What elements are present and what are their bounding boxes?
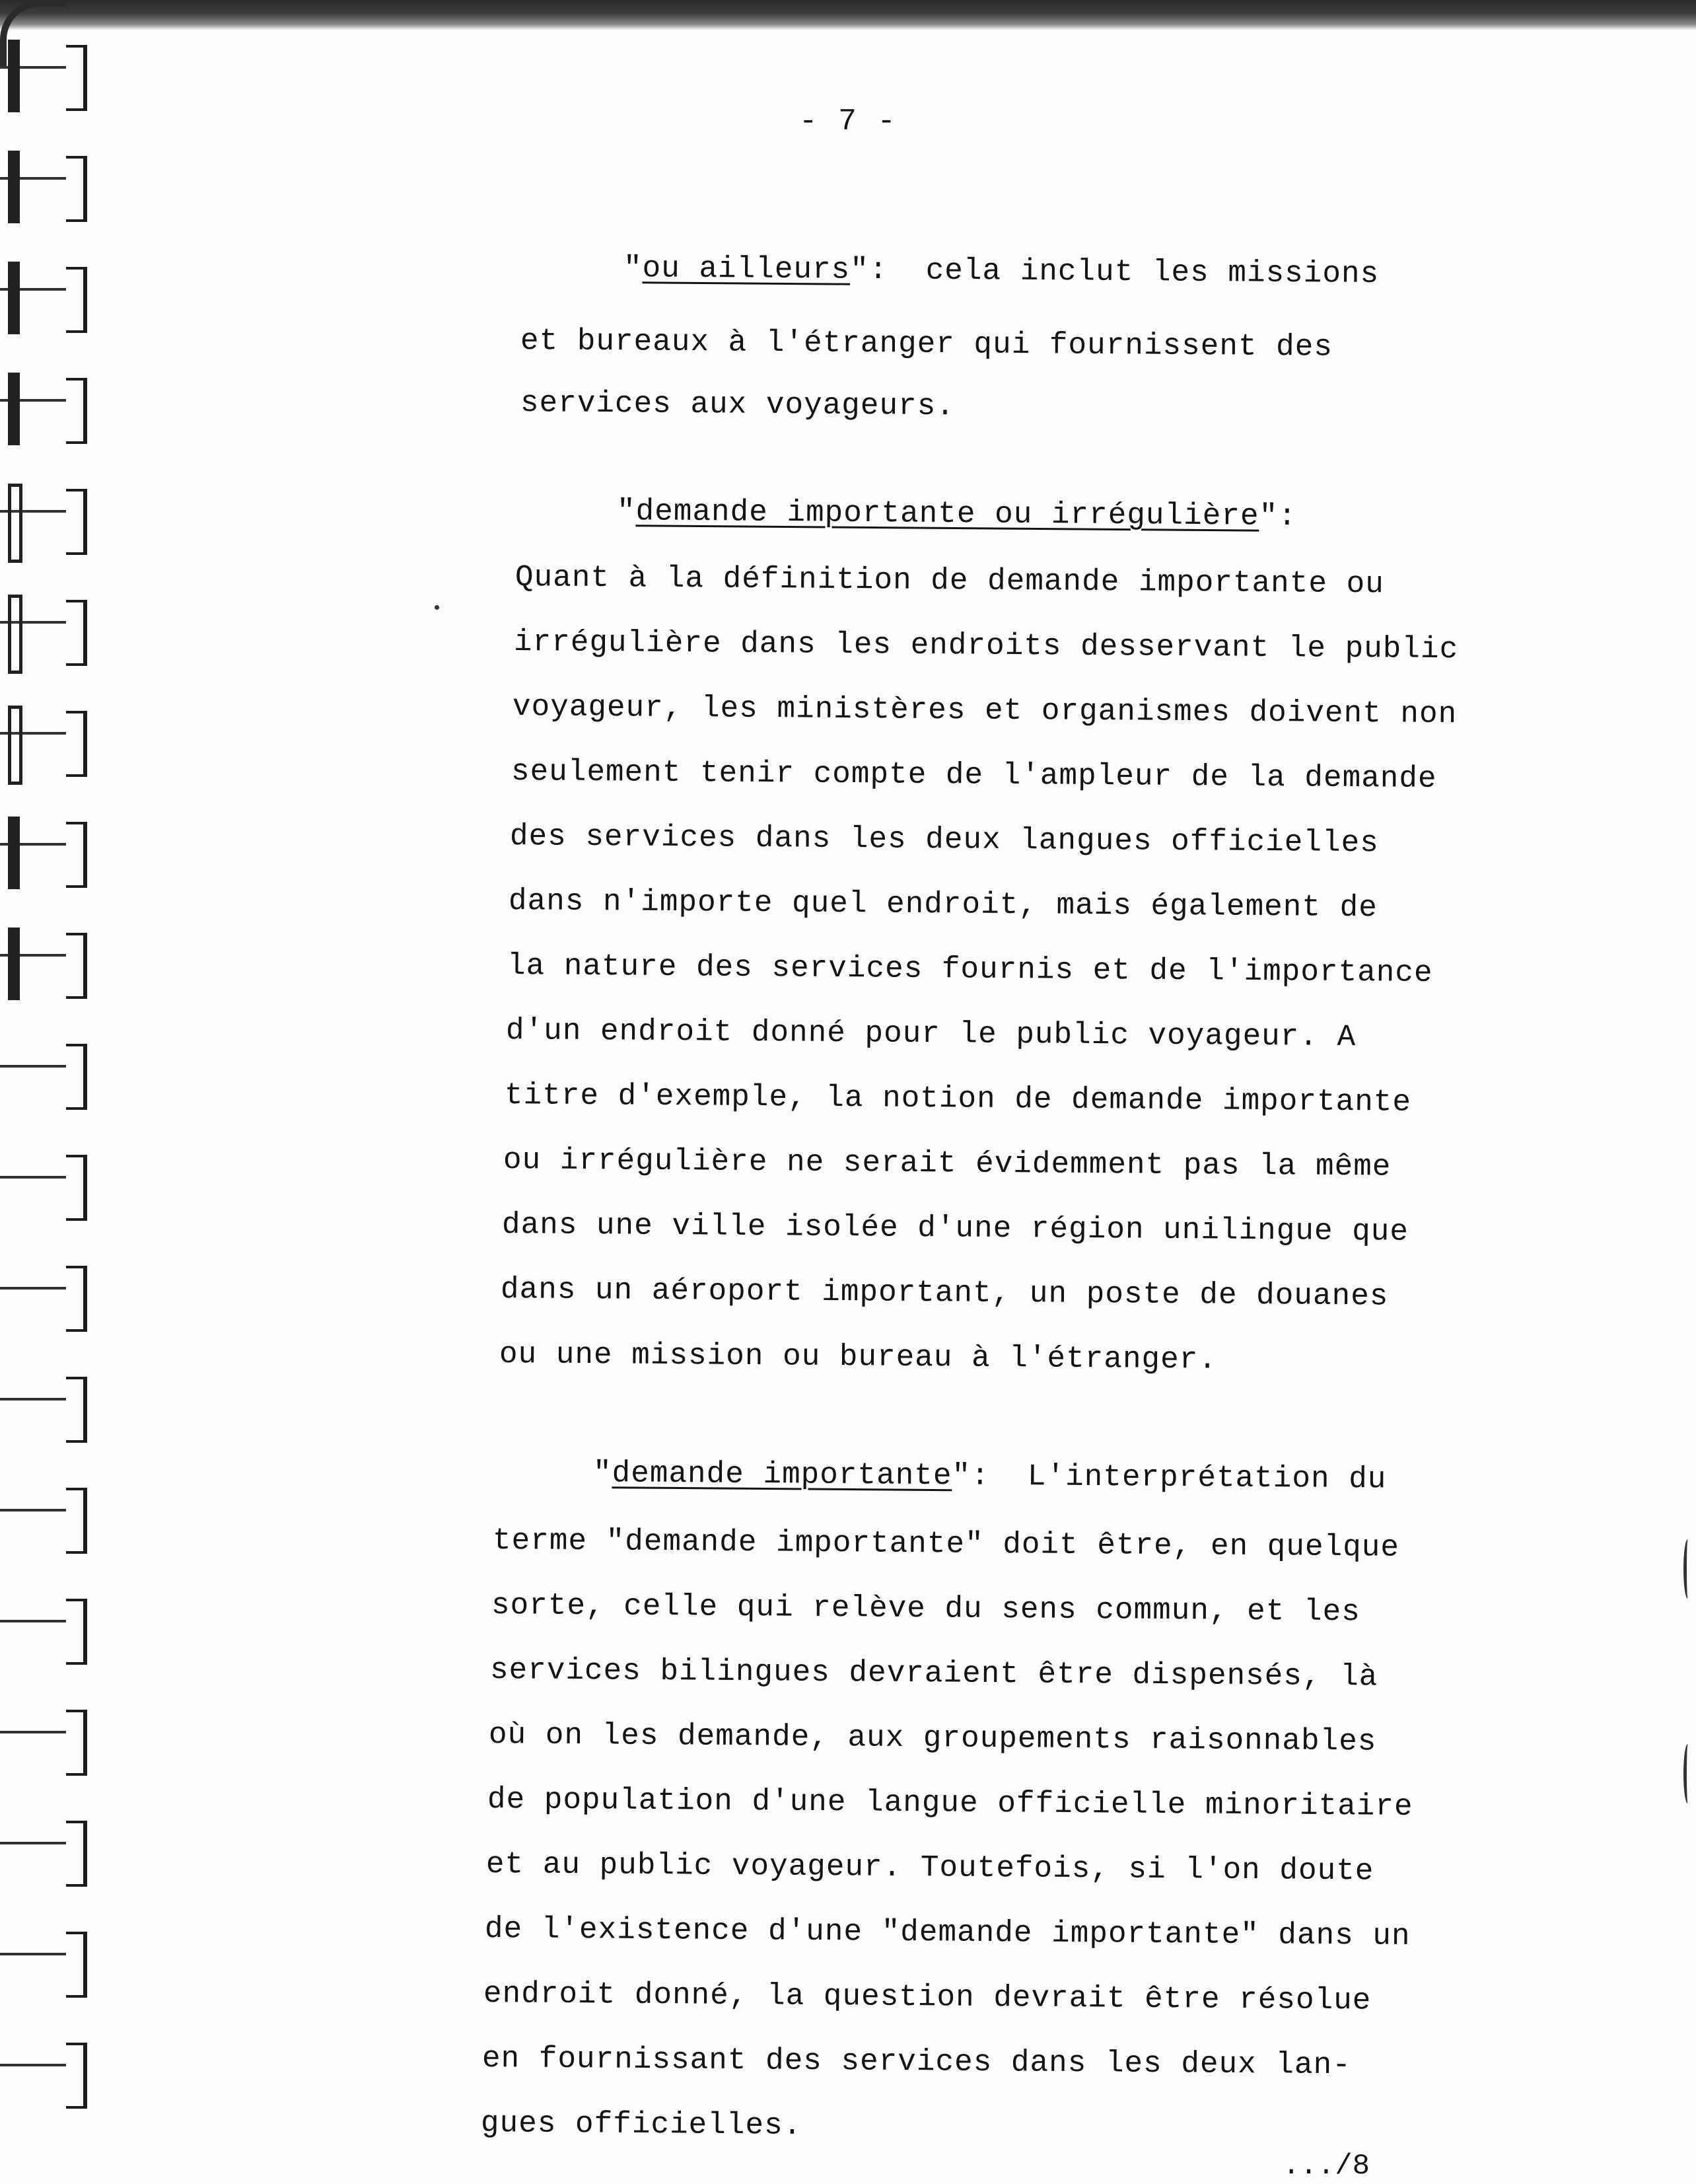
definition-heading: "ou ailleurs": cela inclut les missions [623,251,1380,291]
binding-ring [0,1815,99,1895]
defined-term: demande importante ou irrégulière [635,494,1259,534]
body-line: services bilingues devraient être dispensés, là [489,1653,1378,1694]
body-line: terme "demande importante" doit être, en quelque [492,1523,1400,1565]
binding-ring [0,1704,99,1784]
body-line: et au public voyageur. Toutefois, si l'on doute [485,1847,1374,1889]
body-line: voyageur, les ministères et organismes doivent non [512,690,1458,732]
page-number: - 7 - [798,104,898,139]
body-line: en fournissant des services dans les deux lan- [481,2041,1351,2083]
binding-ring [0,1926,99,2006]
body-line: titre d'exemple, la notion de demande importante [504,1078,1412,1120]
body-line: endroit donné, la question devrait être résolue [483,1977,1372,2018]
continuation-marker: .../8 [1283,2150,1370,2183]
binding-ring [0,928,99,1007]
body-line: de population d'une langue officielle minoritaire [487,1782,1413,1825]
body-line: irrégulière dans les endroits desservant le public [513,625,1459,667]
binding-ring [0,151,99,230]
body-line: des services dans les deux langues officielles [509,819,1379,861]
definition-heading: "demande importante": L'interprétation du [592,1456,1387,1497]
stray-mark [435,605,439,610]
body-line: ou irrégulière ne serait évidemment pas la même [503,1143,1392,1184]
body-line: d'un endroit donné pour le public voyageur. A [505,1013,1357,1055]
binding-ring [0,1593,99,1673]
heading-rest: : cela inclut les missions [868,252,1380,291]
body-line: dans n'importe quel endroit, mais également de [508,884,1378,926]
heading-rest: : L'interprétation du [970,1459,1387,1497]
body-line: ou une mission ou bureau à l'étranger. [499,1337,1218,1377]
binding-ring [0,1371,99,1451]
body-line: Quant à la définition de demande importante ou [514,560,1384,602]
body-line: la nature des services fournis et de l'importance [507,949,1433,991]
binding-ring [0,706,99,785]
scan-edge-mark [1683,1744,1692,1803]
binding-ring [0,2037,99,2117]
binding-ring [0,1149,99,1229]
binding-ring [0,1038,99,1118]
binding-ring [0,262,99,341]
binding-ring [0,595,99,674]
scanned-top-edge [0,0,1696,30]
body-line: sorte, celle qui relève du sens commun, et les [491,1588,1360,1630]
body-line: dans une ville isolée d'une région unilingue que [501,1208,1409,1249]
body-line: gues officielles. [480,2106,802,2143]
binding-ring [0,484,99,563]
body-line: seulement tenir compte de l'ampleur de la demande [511,754,1437,797]
body-line: dans un aéroport important, un poste de douanes [500,1272,1389,1314]
body-line: et bureaux à l'étranger qui fournissent des [520,324,1333,365]
binding-ring [0,817,99,896]
binding-ring [0,1482,99,1562]
heading-rest: : [1277,499,1297,534]
binding-ring [0,373,99,452]
spiral-binding [0,40,112,2167]
scan-edge-mark [1683,1539,1692,1599]
definition-heading: "demande importante ou irrégulière": [616,494,1297,534]
defined-term: demande importante [612,1456,952,1494]
body-line: de l'existence d'une "demande importante" dans un [484,1912,1411,1954]
body-line: services aux voyageurs. [520,386,956,424]
binding-ring [0,1260,99,1340]
body-line: où on les demande, aux groupements raisonnables [488,1718,1377,1759]
defined-term: ou ailleurs [642,251,851,287]
